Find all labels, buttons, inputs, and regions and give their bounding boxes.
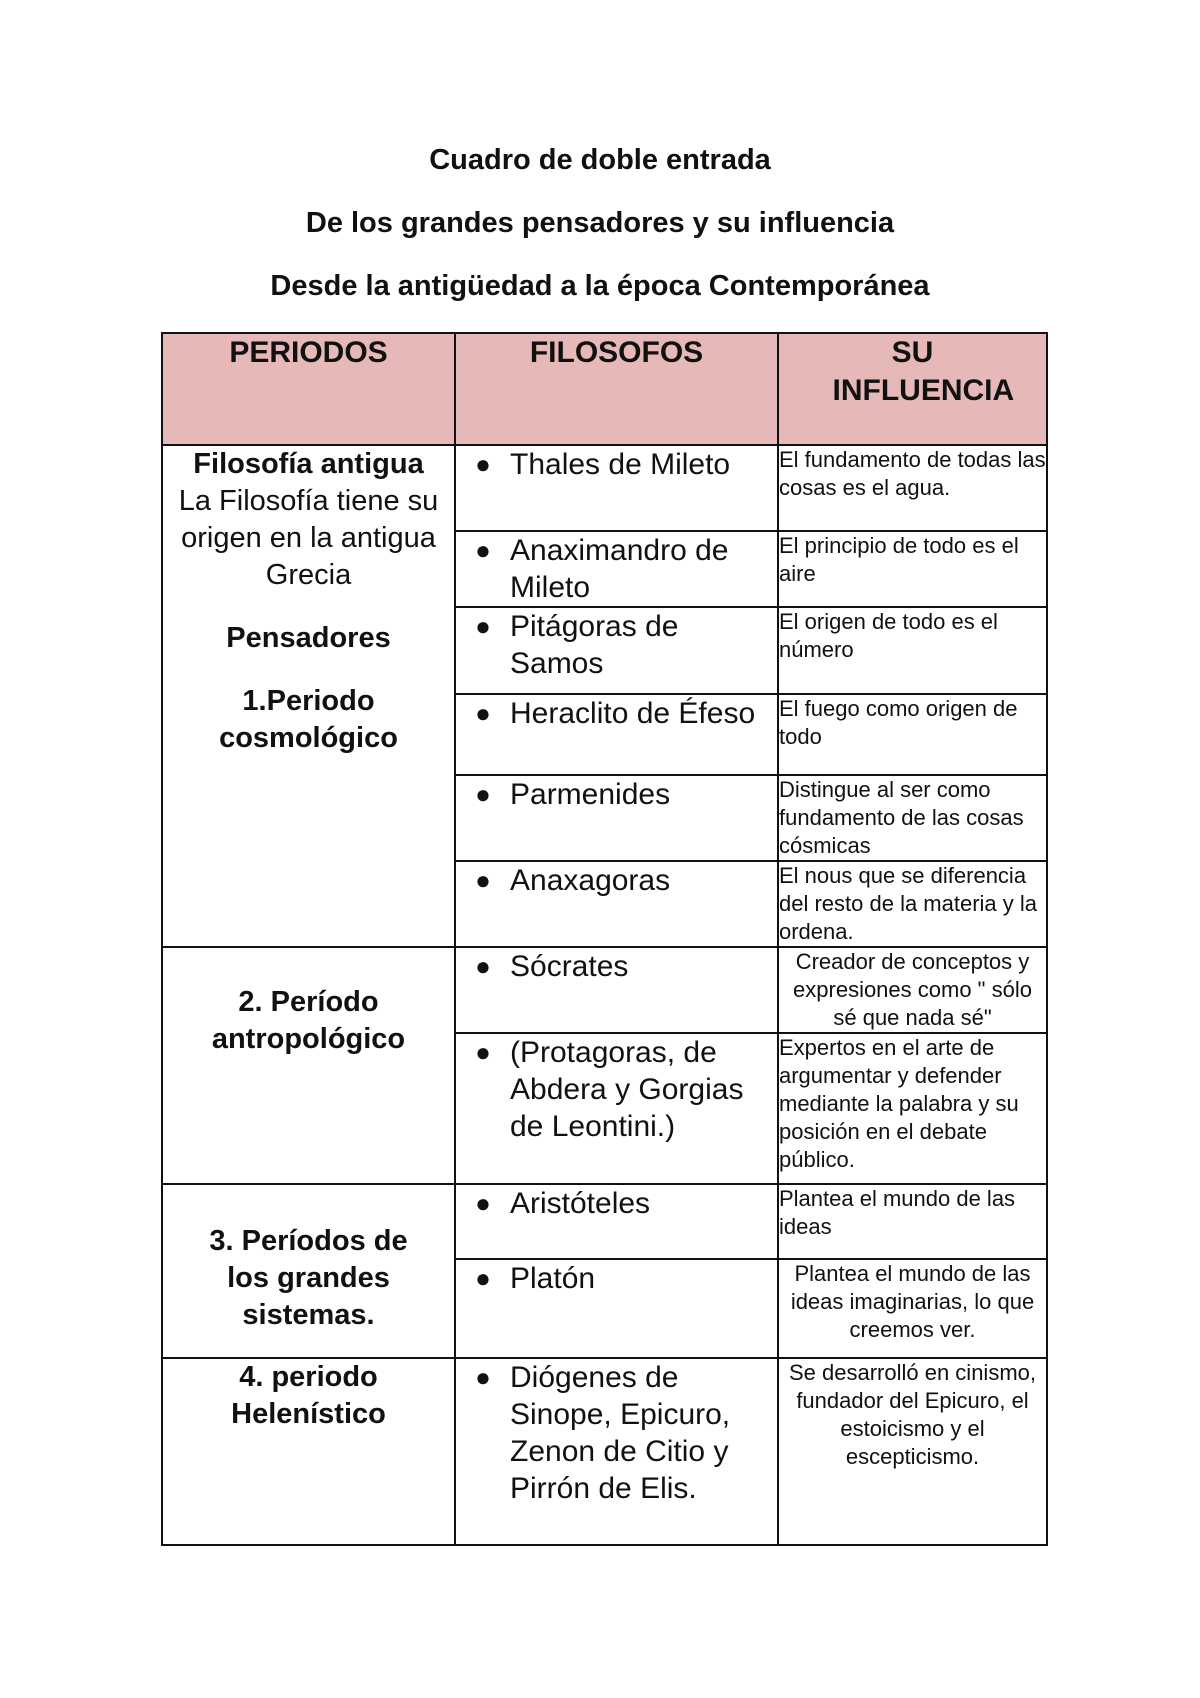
- influence-cell: El fuego como origen de todo: [778, 694, 1047, 775]
- philosopher-cell: [455, 445, 778, 531]
- table-row: [162, 1358, 1047, 1545]
- influence-cell: Se desarrolló en cinismo, fundador del Epicuro, el estoicismo y el escepticismo.: [778, 1358, 1047, 1545]
- bullet-icon: ●: [475, 535, 491, 565]
- influence-cell: El principio de todo es el aire: [778, 531, 1047, 607]
- philosopher-name: Anaximandro de Mileto: [510, 534, 729, 604]
- header-periodos: PERIODOS: [162, 333, 455, 445]
- influence-cell: Plantea el mundo de las ideas: [778, 1184, 1047, 1259]
- table-row: [162, 1184, 1047, 1259]
- philosopher-cell: [455, 607, 778, 694]
- philosopher-cell: [455, 531, 778, 607]
- influence-cell: El nous que se diferencia del resto de la materia y la ordena.: [778, 861, 1047, 947]
- philosopher-cell: [455, 1358, 778, 1545]
- bullet-icon: ●: [475, 1037, 491, 1067]
- philosopher-cell: [455, 1033, 778, 1184]
- philosopher-name: Parmenides: [510, 778, 671, 811]
- philosopher-name: Sócrates: [510, 950, 629, 983]
- bullet-icon: ●: [475, 449, 491, 479]
- philosopher-name: Heraclito de Éfeso: [510, 697, 756, 730]
- philosopher-name: Pitágoras de Samos: [510, 610, 679, 680]
- influence-cell: El fundamento de todas las cosas es el agua.: [778, 445, 1047, 531]
- period-cell-3: [162, 1184, 455, 1358]
- period-cell-4: [162, 1358, 455, 1545]
- period-1-subtitle: Pensadores: [226, 622, 391, 654]
- philosopher-cell: [455, 947, 778, 1033]
- bullet-icon: ●: [475, 1188, 491, 1218]
- philosopher-cell: [455, 861, 778, 947]
- table-row: [162, 445, 1047, 531]
- philosopher-cell: [455, 1259, 778, 1358]
- period-4-name: 4. periodo Helenístico: [231, 1361, 386, 1430]
- header-filosofos: FILOSOFOS: [455, 333, 778, 445]
- influence-cell: Plantea el mundo de las ideas imaginarias, lo que creemos ver.: [778, 1259, 1047, 1358]
- period-1-title: Filosofía antigua: [193, 448, 424, 480]
- philosopher-name: Diógenes de Sinope, Epicuro, Zenon de Citio y Pirrón de Elis.: [510, 1361, 731, 1505]
- philosopher-cell: [455, 694, 778, 775]
- philosopher-cell: [455, 1184, 778, 1259]
- bullet-icon: ●: [475, 865, 491, 895]
- header-influencia: [778, 333, 1047, 445]
- period-3-name: 3. Períodos de los grandes sistemas.: [209, 1225, 408, 1331]
- influence-cell: El origen de todo es el número: [778, 607, 1047, 694]
- title-line-1: Cuadro de doble entrada: [429, 144, 771, 176]
- bullet-icon: ●: [475, 611, 491, 641]
- influence-cell: Creador de conceptos y expresiones como " sólo sé que nada sé": [778, 947, 1047, 1033]
- period-cell-1: [162, 445, 455, 947]
- bullet-icon: ●: [475, 951, 491, 981]
- philosopher-name: Aristóteles: [510, 1187, 651, 1220]
- bullet-icon: ●: [475, 698, 491, 728]
- philosopher-cell: [455, 775, 778, 861]
- influence-cell: Expertos en el arte de argumentar y defender mediante la palabra y su posición en el debate público.: [778, 1033, 1047, 1184]
- philosopher-name: Thales de Mileto: [510, 448, 731, 481]
- influence-cell: Distingue al ser como fundamento de las cosas cósmicas: [778, 775, 1047, 861]
- document-titles: [0, 140, 1200, 329]
- title-line-3: Desde la antigüedad a la época Contemporánea: [270, 270, 930, 302]
- table-row: [162, 947, 1047, 1033]
- philosopher-name: Platón: [510, 1262, 596, 1295]
- period-1-name: 1.Periodo cosmológico: [219, 685, 398, 754]
- title-line-2: De los grandes pensadores y su influencia: [305, 207, 895, 239]
- bullet-icon: ●: [475, 1263, 491, 1293]
- philosopher-name: (Protagoras, de Abdera y Gorgias de Leontini.): [510, 1036, 744, 1143]
- period-1-description: La Filosofía tiene su origen en la antigua Grecia: [178, 485, 439, 591]
- header-influencia-label: SU INFLUENCIA: [832, 336, 1015, 407]
- period-cell-2: [162, 947, 455, 1184]
- header-row: [162, 333, 1047, 445]
- period-2-name: 2. Período antropológico: [211, 986, 406, 1055]
- bullet-icon: ●: [475, 1362, 491, 1392]
- bullet-icon: ●: [475, 779, 491, 809]
- philosophers-table: [161, 332, 1048, 1546]
- philosopher-name: Anaxagoras: [510, 864, 671, 897]
